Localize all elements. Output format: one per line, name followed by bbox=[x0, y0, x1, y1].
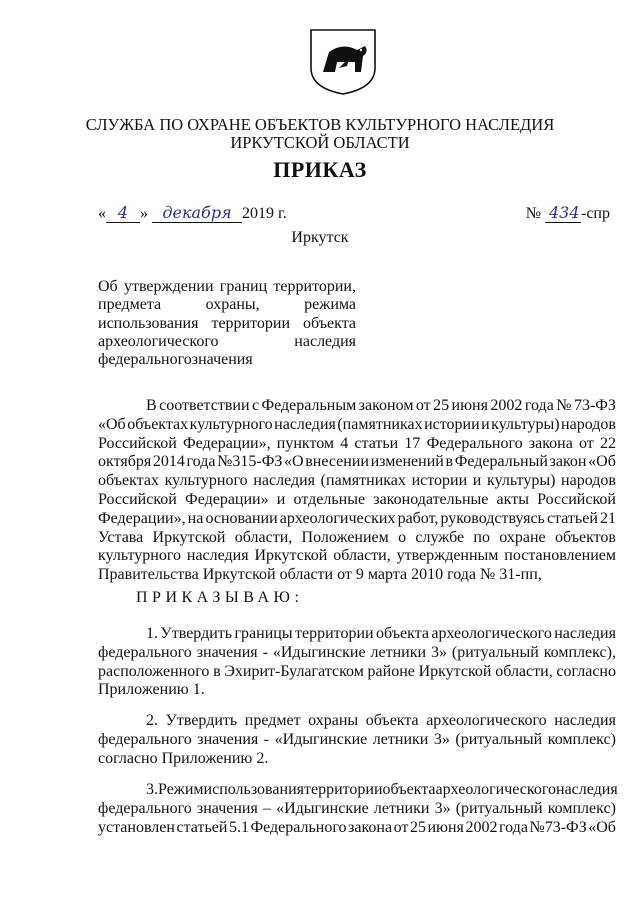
word: октября bbox=[98, 453, 152, 471]
word: соответствии bbox=[159, 397, 250, 414]
word: «О bbox=[284, 453, 304, 471]
word: значения bbox=[191, 351, 253, 369]
word: археологического bbox=[431, 625, 552, 642]
word: - bbox=[263, 730, 270, 748]
word: федерального bbox=[98, 643, 192, 661]
word: с bbox=[251, 397, 260, 414]
text-line bbox=[98, 315, 356, 333]
text-line bbox=[98, 750, 616, 769]
word: культуры) bbox=[491, 415, 560, 433]
word: Российской bbox=[98, 434, 177, 452]
word: 21 bbox=[600, 509, 616, 527]
word: июня bbox=[451, 397, 488, 414]
word: культурного bbox=[189, 415, 273, 433]
word: – bbox=[262, 799, 271, 817]
word: 2002 bbox=[490, 397, 523, 414]
date-year: 2019 г. bbox=[242, 205, 287, 222]
word: В bbox=[146, 397, 157, 414]
word: археологических bbox=[279, 509, 396, 527]
number-handwritten: 434 bbox=[545, 203, 581, 223]
order-item-1 bbox=[98, 625, 616, 700]
word: комплекс) bbox=[547, 730, 616, 748]
word: 4 bbox=[340, 434, 349, 452]
word: Федерации», bbox=[98, 509, 186, 527]
word: статьей bbox=[546, 509, 598, 527]
word: объектах bbox=[127, 415, 189, 433]
word: (ритуальный bbox=[451, 643, 539, 661]
word: «Об bbox=[588, 453, 616, 471]
text-line bbox=[98, 491, 616, 510]
word: от bbox=[393, 818, 409, 836]
word: Приложению bbox=[98, 681, 189, 699]
word: №73-ФЗ bbox=[529, 818, 587, 836]
word: утвержденным bbox=[396, 547, 499, 565]
word: использования bbox=[203, 781, 304, 798]
word: работ, bbox=[397, 509, 439, 527]
word: Иркутской bbox=[202, 566, 276, 584]
word: статьи bbox=[354, 434, 399, 452]
word: постановлением bbox=[504, 547, 616, 565]
word: наследия bbox=[554, 712, 616, 729]
word: (ритуальный bbox=[455, 799, 543, 817]
word: 73-ФЗ bbox=[573, 397, 616, 414]
word: наследия bbox=[186, 547, 249, 565]
number-suffix: -спр bbox=[581, 205, 610, 222]
word: 2. bbox=[146, 712, 158, 729]
order-item-3 bbox=[98, 781, 616, 837]
word: охраны bbox=[308, 712, 359, 729]
word: территории bbox=[211, 314, 291, 332]
word: № bbox=[556, 397, 572, 414]
word: «Идыгинские bbox=[272, 643, 366, 661]
word: наследия bbox=[274, 415, 336, 433]
word: Эхирит-Булагатском bbox=[224, 662, 364, 680]
text-line bbox=[98, 663, 616, 682]
word: границ bbox=[219, 278, 268, 295]
word: области, bbox=[234, 528, 293, 546]
text-line bbox=[98, 472, 616, 491]
date-month-handwritten: декабря bbox=[152, 203, 242, 223]
word: объекта bbox=[365, 712, 419, 729]
word: народов bbox=[561, 472, 616, 490]
text-line bbox=[98, 566, 616, 585]
word: от bbox=[337, 566, 352, 584]
word: истории bbox=[411, 472, 468, 490]
word: о bbox=[398, 528, 407, 546]
word: утверждении bbox=[123, 278, 214, 295]
word: летники bbox=[372, 730, 429, 748]
word: культурного bbox=[98, 547, 182, 565]
word: 2. bbox=[256, 749, 269, 767]
word: Российской bbox=[98, 490, 177, 508]
word: №315-ФЗ bbox=[217, 453, 283, 471]
word: области, bbox=[495, 662, 553, 680]
word: 2010 bbox=[411, 566, 444, 584]
word: 25 bbox=[433, 397, 450, 414]
word: изменений bbox=[370, 453, 444, 471]
word: № bbox=[480, 566, 496, 584]
text-line bbox=[98, 351, 356, 369]
word: Федеральный bbox=[454, 453, 548, 471]
word: территории, bbox=[273, 278, 356, 295]
word: по bbox=[473, 528, 490, 546]
word: наследия bbox=[294, 332, 356, 350]
word: 3» bbox=[430, 643, 447, 661]
word: статьей bbox=[176, 818, 228, 836]
word: культуры) bbox=[487, 472, 556, 490]
word: года bbox=[447, 566, 477, 584]
word: федерального bbox=[98, 799, 192, 817]
word: акты bbox=[496, 490, 529, 508]
text-line bbox=[98, 416, 616, 435]
word: значения bbox=[196, 643, 258, 661]
irkutsk-coat-of-arms-icon bbox=[303, 28, 383, 96]
word: 31-пп, bbox=[499, 566, 542, 584]
word: 25 bbox=[409, 818, 426, 836]
word: Об bbox=[98, 278, 118, 295]
word: и bbox=[472, 472, 482, 490]
word: Федерации», bbox=[183, 434, 271, 452]
text-line bbox=[98, 453, 616, 472]
word: и bbox=[276, 490, 286, 508]
word: закон bbox=[549, 453, 587, 471]
text-line bbox=[98, 278, 356, 296]
text-line bbox=[98, 529, 616, 548]
agency-name-line-2: ИРКУТСКОЙ ОБЛАСТИ bbox=[230, 133, 410, 152]
word: 5.1 bbox=[228, 818, 249, 836]
word: 3» bbox=[433, 730, 450, 748]
word: летники bbox=[370, 643, 427, 661]
word: пунктом bbox=[276, 434, 335, 452]
word: области, bbox=[333, 547, 391, 565]
word: наследия bbox=[554, 625, 616, 642]
text-line bbox=[98, 800, 616, 819]
word: года bbox=[524, 397, 554, 414]
city: Иркутск bbox=[291, 229, 349, 246]
word: года bbox=[498, 818, 528, 836]
word: наследия bbox=[253, 472, 316, 490]
word: федерального bbox=[98, 351, 192, 369]
word: объекта bbox=[303, 314, 356, 332]
number-prefix: № bbox=[525, 205, 541, 222]
word: от bbox=[415, 397, 431, 414]
word: предмета bbox=[98, 296, 162, 314]
text-line bbox=[98, 435, 616, 454]
word: в bbox=[213, 662, 221, 680]
word: основании bbox=[205, 509, 278, 527]
word: комплекс), bbox=[543, 643, 616, 661]
word: Утвердить bbox=[165, 712, 238, 729]
word: 22 bbox=[599, 434, 616, 452]
document-title: ПРИКАЗ bbox=[273, 157, 367, 182]
word: июня bbox=[427, 818, 464, 836]
order-date bbox=[98, 203, 287, 223]
word: (памятниках bbox=[337, 415, 423, 433]
word: объекта bbox=[382, 781, 436, 798]
word: 1. bbox=[192, 681, 205, 699]
word: народов bbox=[561, 415, 616, 433]
word: Иркутской bbox=[152, 528, 226, 546]
word: расположенного bbox=[98, 662, 210, 680]
word: охраны, bbox=[205, 296, 260, 314]
word: и bbox=[481, 415, 490, 433]
word: внесении bbox=[305, 453, 369, 471]
word: «Идыгинские bbox=[276, 799, 369, 817]
word: Федерального bbox=[250, 818, 347, 836]
text-line bbox=[98, 819, 616, 838]
word: границы bbox=[234, 625, 293, 642]
word: летники bbox=[373, 799, 430, 817]
word: 2002 bbox=[465, 818, 498, 836]
word: «Идыгинские bbox=[274, 730, 368, 748]
word: закона bbox=[528, 434, 573, 452]
word: от bbox=[579, 434, 594, 452]
word: Федеральным bbox=[261, 397, 357, 414]
text-line bbox=[98, 333, 356, 351]
text-line bbox=[98, 547, 616, 566]
word: археологического bbox=[426, 712, 547, 729]
text-line bbox=[98, 731, 616, 750]
text-line bbox=[98, 681, 616, 700]
word: Иркутской bbox=[254, 547, 328, 565]
word: согласно bbox=[556, 662, 616, 680]
word: 17 bbox=[404, 434, 421, 452]
word: комплекс) bbox=[547, 799, 616, 817]
text-line bbox=[98, 296, 356, 314]
word: охране bbox=[499, 528, 546, 546]
word: руководствуясь bbox=[440, 509, 545, 527]
word: (ритуальный bbox=[455, 730, 543, 748]
word: законом bbox=[358, 397, 414, 414]
word: объектах bbox=[98, 472, 159, 490]
word: (памятниках bbox=[320, 472, 406, 490]
text-line bbox=[98, 510, 616, 529]
word: территории bbox=[303, 781, 383, 798]
order-subject bbox=[98, 278, 356, 369]
word: закона bbox=[348, 818, 393, 836]
word: истории bbox=[424, 415, 480, 433]
word: значения bbox=[196, 799, 258, 817]
text-line bbox=[98, 625, 616, 644]
word: Положением bbox=[301, 528, 389, 546]
word: службе bbox=[415, 528, 465, 546]
word: установлен bbox=[98, 818, 175, 836]
word: территории bbox=[295, 625, 374, 642]
word: Режим bbox=[158, 781, 204, 798]
word: марта bbox=[367, 566, 408, 584]
word: в bbox=[445, 453, 454, 471]
order-item-2 bbox=[98, 712, 616, 768]
word: объектов bbox=[554, 528, 616, 546]
word: законодательные bbox=[373, 490, 489, 508]
word: значения bbox=[197, 730, 259, 748]
word: Приложению bbox=[161, 749, 253, 767]
word: объекта bbox=[375, 625, 429, 642]
word: области bbox=[279, 566, 334, 584]
word: наследия bbox=[556, 781, 618, 798]
preamble-paragraph bbox=[98, 397, 616, 585]
decree-heading: ПРИКАЗЫВАЮ: bbox=[136, 589, 304, 606]
word: Устава bbox=[98, 528, 144, 546]
word: Российской bbox=[537, 490, 616, 508]
word: федерального bbox=[98, 730, 192, 748]
word: года bbox=[186, 453, 216, 471]
word: Федерации» bbox=[185, 490, 269, 508]
word: районе bbox=[367, 662, 415, 680]
word: 1. bbox=[146, 625, 158, 642]
text-line bbox=[98, 781, 616, 800]
word: культурного bbox=[164, 472, 248, 490]
word: «Об bbox=[588, 818, 616, 836]
word: 3» bbox=[434, 799, 451, 817]
word: Правительства bbox=[98, 566, 199, 584]
word: археологического bbox=[98, 332, 219, 350]
word: отдельные bbox=[293, 490, 366, 508]
text-line bbox=[98, 712, 616, 731]
word: предмет bbox=[244, 712, 301, 729]
word: археологического bbox=[435, 781, 556, 798]
word: режима bbox=[304, 296, 356, 314]
word: согласно bbox=[98, 749, 158, 767]
word: 3. bbox=[146, 781, 158, 798]
date-close-quote: » bbox=[140, 205, 148, 222]
word: 9 bbox=[355, 566, 364, 584]
agency-name-line-1: СЛУЖБА ПО ОХРАНЕ ОБЪЕКТОВ КУЛЬТУРНОГО НАСЛЕДИЯ bbox=[85, 115, 555, 134]
word: 2014 bbox=[152, 453, 185, 471]
date-day-handwritten: 4 bbox=[106, 203, 140, 223]
word: Федерального bbox=[426, 434, 523, 452]
date-open-quote: « bbox=[98, 205, 106, 222]
order-number bbox=[526, 203, 610, 223]
text-line bbox=[98, 644, 616, 663]
word: - bbox=[262, 643, 268, 661]
text-line bbox=[98, 397, 616, 416]
word: Иркутской bbox=[418, 662, 492, 680]
word: на bbox=[187, 509, 204, 527]
word: «Об bbox=[98, 415, 126, 433]
word: использования bbox=[98, 314, 199, 332]
word: Утвердить bbox=[160, 625, 233, 642]
